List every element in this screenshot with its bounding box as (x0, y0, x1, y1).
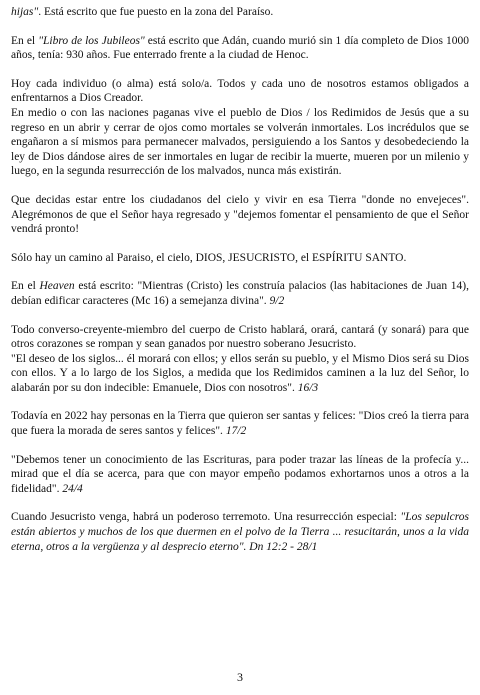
paragraph-gap (11, 439, 469, 453)
text-span: "Debemos tener un conocimiento de las Escrituras, para poder trazar las líneas de la profecía y... mirad que el día se acerca, para que con mayor empeño podamos exhortarnos unos a otros a la fidelidad". (11, 453, 469, 495)
text-span: Todo converso-creyente-miembro del cuerpo de Cristo hablará, orará, cantará (y sonará) para que otros corazones se rompan y sean ganados por nuestro soberano Jesucristo. (11, 323, 469, 351)
paragraph-gap (11, 237, 469, 251)
paragraph-gap (11, 63, 469, 77)
paragraph-gap (11, 20, 469, 34)
paragraph (11, 251, 469, 266)
paragraph (11, 409, 469, 438)
paragraph (11, 453, 469, 497)
text-span: Sólo hay un camino al Paraiso, el cielo, DIOS, JESUCRISTO, el ESPÍRITU SANTO. (11, 251, 407, 264)
text-span: Hoy cada individuo (o alma) está solo/a. Todos y cada uno de nosotros estamos obligados a enfrentarnos a Dios Creador. (11, 77, 469, 105)
paragraph (11, 352, 469, 396)
paragraph-gap (11, 179, 469, 193)
paragraph (11, 34, 469, 63)
italic-text: "Los sepulcros están abiertos y muchos de los que duermen en el polvo de la Tierra ... resucitarán, unos a la vida eterna, otros a la vergüenza y al desprecio eterno". Dn 12:2 - 28/1 (11, 511, 470, 553)
text-span: está escrito que Adán, cuando murió sin 1 día completo de Dios 1000 años, tenía: 930 años. Fue enterrado frente a la ciudad de Henoc. (11, 34, 469, 62)
paragraph-gap (11, 265, 469, 279)
italic-text: "Libro de los Jubileos" (38, 34, 145, 47)
paragraph-gap (11, 496, 469, 510)
paragraph (11, 106, 469, 179)
italic-text: Heaven (39, 280, 75, 293)
text-span: Cuando Jesucristo venga, habrá un poderoso terremoto. Una resurrección especial: (11, 511, 401, 524)
paragraph-gap (11, 395, 469, 409)
paragraph-gap (11, 309, 469, 323)
paragraph (11, 77, 469, 106)
text-span: "El deseo de los siglos... él morará con ellos; y ellos serán su pueblo, y el Mismo Dios será su Dios con ellos. Y a lo largo de los Siglos, a medida que los Redimidos caminen a la luz del Señor, lo alabarán por su don indecible: Emanuele, Dios con nosotros". (11, 352, 469, 394)
text-span: En medio o con las naciones paganas vive el pueblo de Dios / los Redimidos de Jesús que a su regreso en un abrir y cerrar de ojos como mortales se volverán inmortales. Los incrédulos que se engañaron a sí mismos para permanecer malvados, persiguiendo a los Santos y desobedeciendo la ley de Dios dándose aires de ser inmortales en lugar de recibir la muerte, mueren por un milenio y luego, en la segunda resurrección de los malvados, nunca más existirán. (11, 106, 469, 178)
paragraph (11, 5, 469, 20)
text-span: está escrito: "Mientras (Cristo) les construía palacios (las habitaciones de Juan 14), debían edificar caracteres (Mc 16) a semejanza divina". (11, 280, 470, 307)
text-span: En el (11, 34, 39, 47)
page-number: 3 (237, 670, 243, 684)
italic-text: 24/4 (62, 482, 83, 495)
paragraph (11, 279, 469, 308)
italic-text: hijas" (11, 6, 39, 18)
italic-text: 17/2 (225, 425, 247, 438)
text-span: Que decidas estar entre los ciudadanos del cielo y vivir en esa Tierra "donde no envejeces". Alegrémonos de que el Señor haya regresado y "dejemos fomentar el pensamiento de que el Señor vendrá pronto! (11, 193, 469, 236)
paragraph (11, 193, 469, 237)
text-span: . Está escrito que fue puesto en la zona del Paraíso. (38, 6, 274, 18)
text-span: En el (11, 280, 40, 293)
italic-text: 16/3 (297, 381, 319, 394)
document-body (11, 5, 469, 554)
paragraph (11, 510, 469, 554)
italic-text: 9/2 (269, 294, 285, 307)
paragraph (11, 323, 469, 352)
text-span: Todavía en 2022 hay personas en la Tierra que quieron ser santas y felices: "Dios creó la tierra para que fuera la morada de seres santos y felices". (11, 410, 469, 438)
